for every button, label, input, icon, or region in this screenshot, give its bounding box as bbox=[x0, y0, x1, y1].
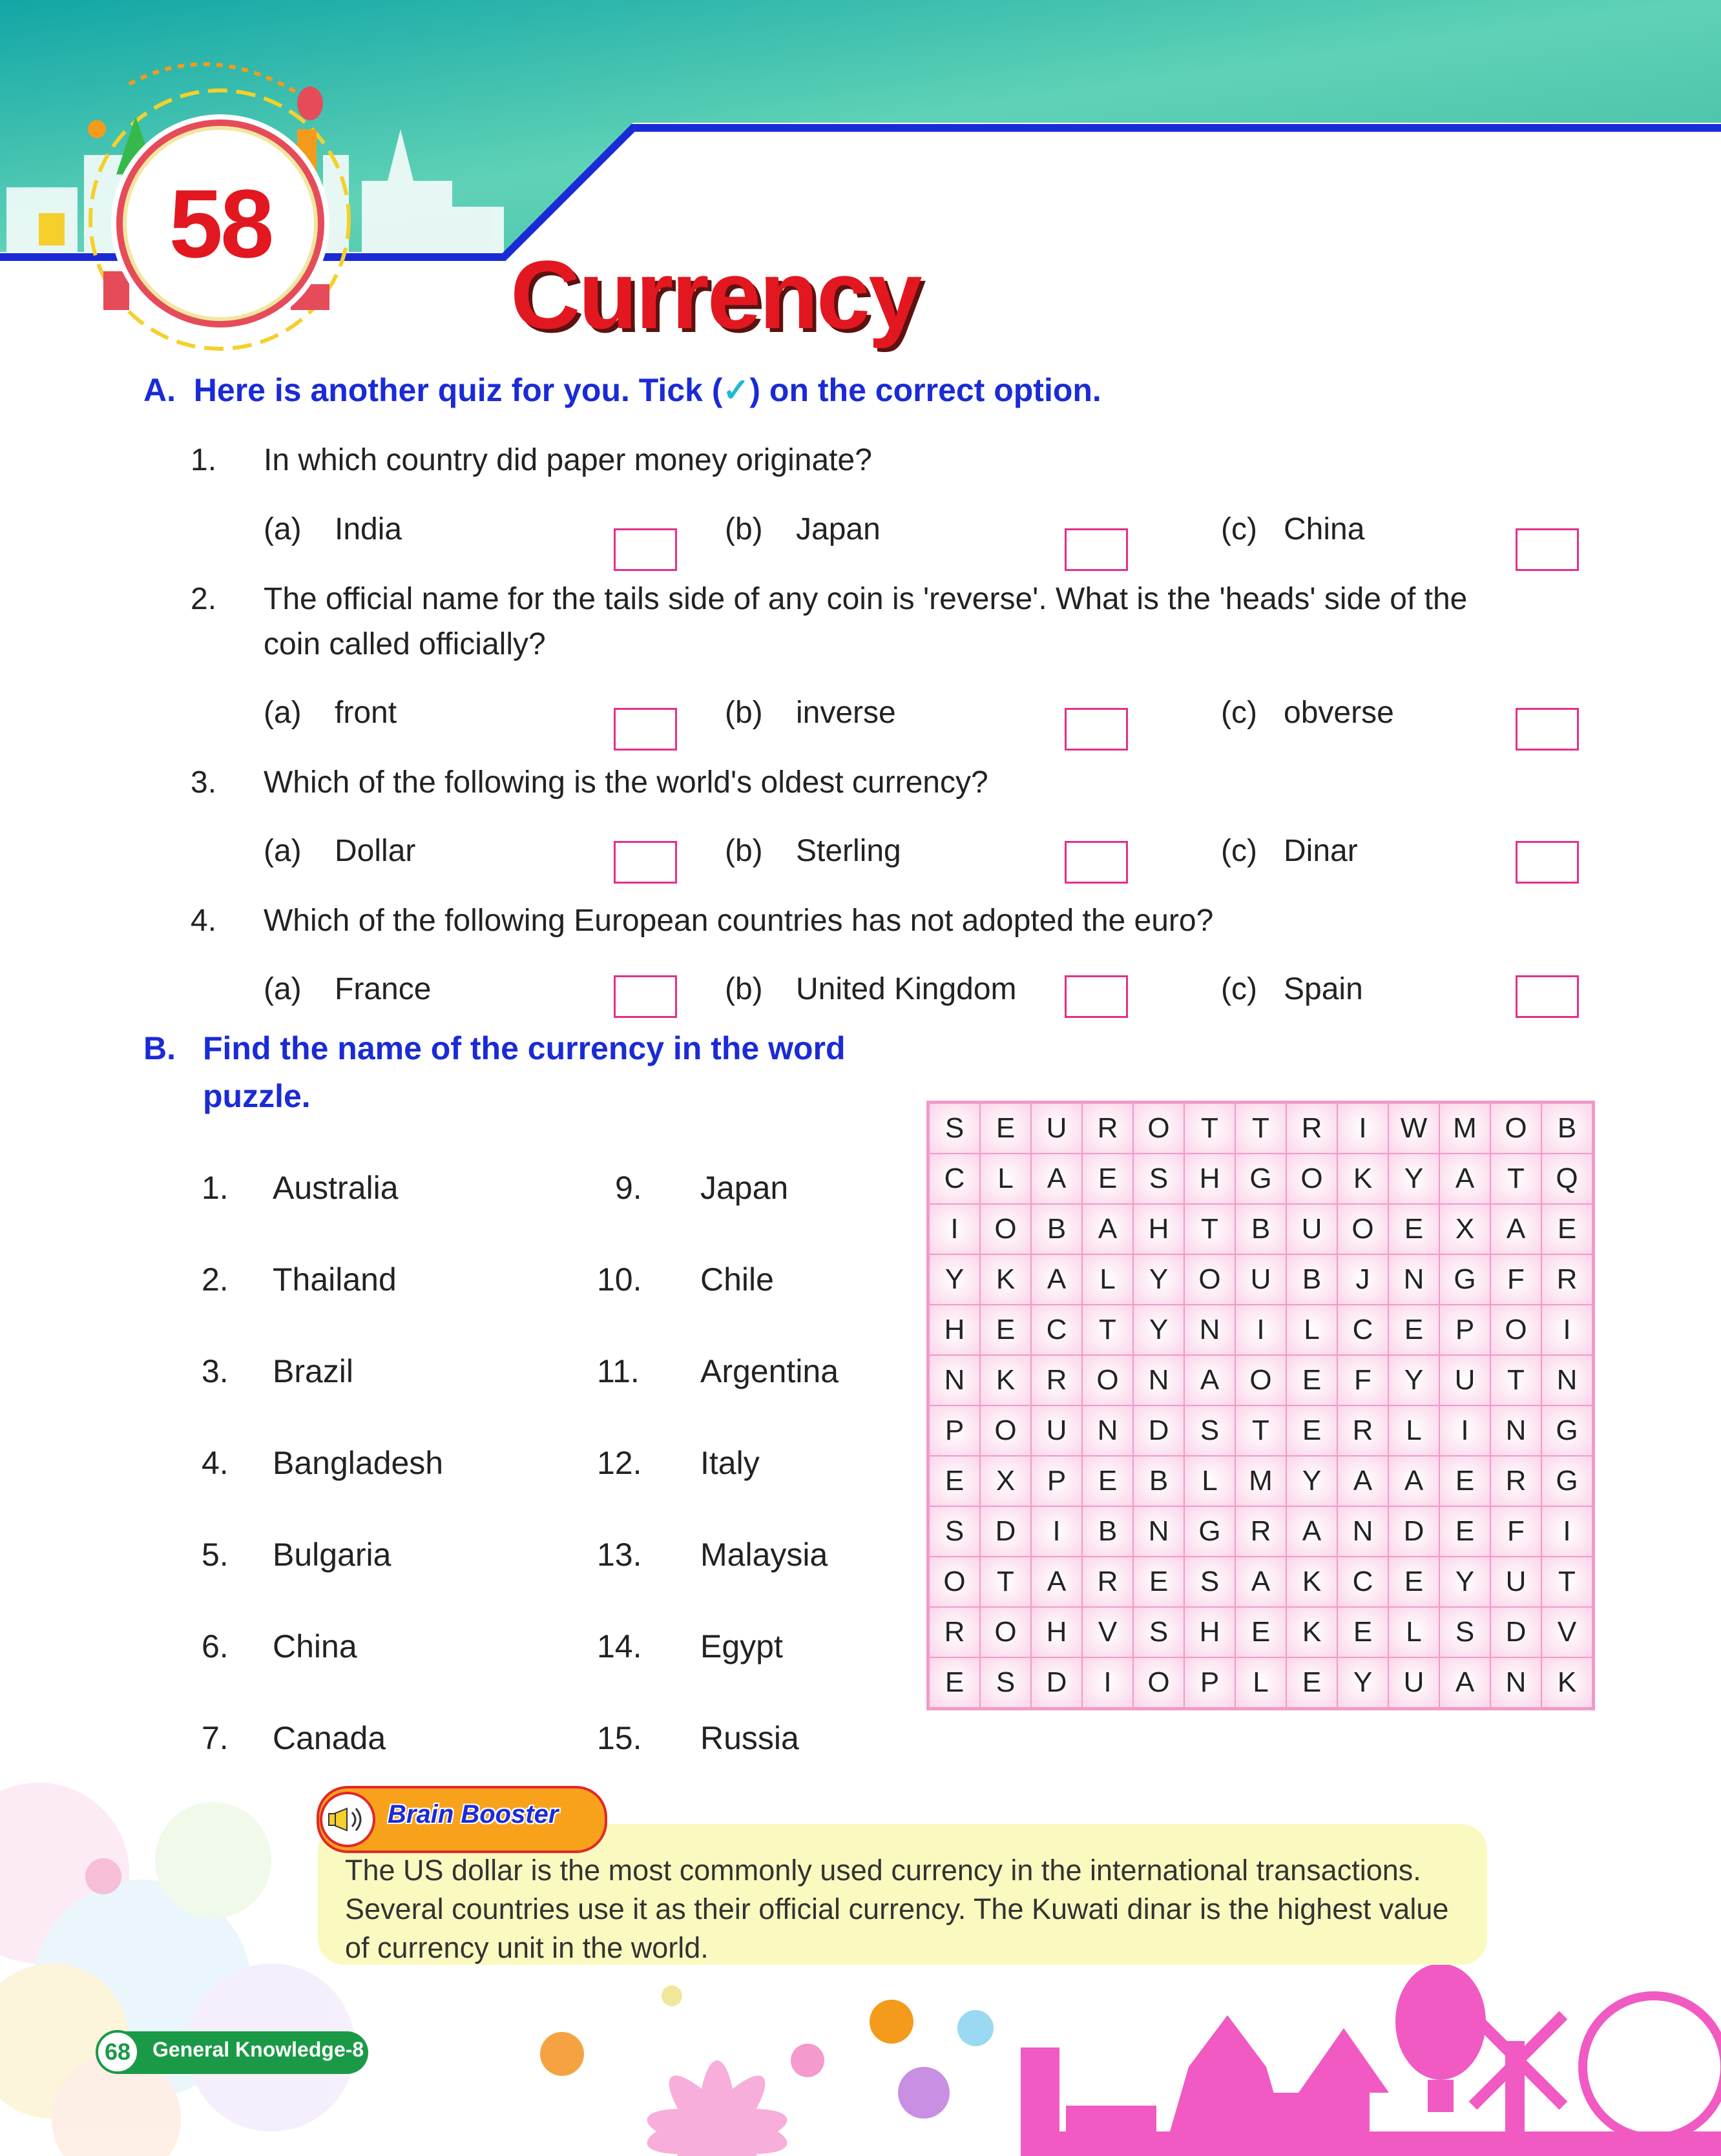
option-label: (c) bbox=[1221, 512, 1257, 546]
country-name: Bangladesh bbox=[273, 1445, 444, 1481]
option-text: obverse bbox=[1284, 696, 1394, 730]
section-a-letter: A. bbox=[143, 372, 176, 408]
grid-cell[interactable]: P bbox=[929, 1405, 980, 1456]
brain-booster-line: Several countries use it as their official currency. The Kuwati dinar is the highest value bbox=[345, 1892, 1449, 1925]
grid-cell[interactable]: N bbox=[1082, 1405, 1133, 1456]
grid-cell[interactable]: N bbox=[1133, 1506, 1184, 1557]
grid-cell[interactable]: N bbox=[1184, 1305, 1235, 1355]
grid-cell[interactable]: H bbox=[1184, 1607, 1235, 1657]
option-text: front bbox=[335, 696, 397, 730]
grid-cell[interactable]: A bbox=[1286, 1506, 1337, 1557]
grid-cell[interactable]: O bbox=[980, 1204, 1031, 1254]
grid-cell[interactable]: R bbox=[1286, 1103, 1337, 1154]
grid-cell[interactable]: O bbox=[929, 1557, 980, 1607]
grid-cell[interactable]: S bbox=[1184, 1557, 1235, 1607]
option-label: (a) bbox=[264, 834, 302, 868]
grid-cell[interactable]: E bbox=[1439, 1456, 1490, 1506]
grid-cell[interactable]: S bbox=[929, 1103, 980, 1154]
grid-cell[interactable]: O bbox=[1133, 1103, 1184, 1154]
grid-cell[interactable]: J bbox=[1337, 1254, 1388, 1305]
page-number: 68 bbox=[96, 2030, 140, 2074]
grid-cell[interactable]: E bbox=[1286, 1355, 1337, 1405]
country-name: Canada bbox=[273, 1720, 386, 1756]
question-text: Which of the following European countries has not adopted the euro? bbox=[264, 904, 1214, 938]
grid-body bbox=[929, 1103, 1592, 1708]
grid-cell[interactable]: B bbox=[1082, 1506, 1133, 1557]
grid-cell[interactable]: O bbox=[1490, 1103, 1541, 1154]
country-name: Japan bbox=[700, 1170, 789, 1206]
grid-cell[interactable]: Q bbox=[1541, 1154, 1592, 1204]
country-name: Chile bbox=[700, 1261, 774, 1298]
country-number: 5. bbox=[202, 1537, 229, 1573]
grid-cell[interactable]: P bbox=[1184, 1657, 1235, 1708]
grid-cell[interactable]: O bbox=[1133, 1657, 1184, 1708]
grid-cell[interactable]: D bbox=[1490, 1607, 1541, 1657]
grid-cell[interactable]: T bbox=[1184, 1103, 1235, 1154]
section-a-text-before: Here is another quiz for you. Tick ( bbox=[193, 372, 723, 408]
grid-row bbox=[929, 1355, 1592, 1405]
grid-cell[interactable]: E bbox=[1286, 1657, 1337, 1708]
grid-cell[interactable]: L bbox=[1286, 1305, 1337, 1355]
country-name: Thailand bbox=[273, 1261, 397, 1298]
grid-cell[interactable]: E bbox=[1235, 1607, 1286, 1657]
grid-cell[interactable]: E bbox=[929, 1657, 980, 1708]
grid-cell[interactable]: G bbox=[1235, 1154, 1286, 1204]
grid-cell[interactable]: G bbox=[1541, 1456, 1592, 1506]
country-number: 15. bbox=[597, 1720, 642, 1756]
tick-box[interactable] bbox=[1065, 708, 1128, 751]
grid-cell[interactable]: K bbox=[1337, 1154, 1388, 1204]
brain-booster-line: The US dollar is the most commonly used currency in the international transactions. bbox=[345, 1854, 1421, 1887]
country-number: 1. bbox=[202, 1170, 229, 1206]
grid-cell[interactable]: R bbox=[1490, 1456, 1541, 1506]
grid-cell[interactable]: L bbox=[1388, 1607, 1439, 1657]
grid-cell[interactable]: M bbox=[1439, 1103, 1490, 1154]
grid-cell[interactable]: T bbox=[1541, 1557, 1592, 1607]
country-name: Brazil bbox=[273, 1353, 354, 1389]
country-name: Malaysia bbox=[700, 1537, 828, 1573]
grid-cell[interactable]: G bbox=[1439, 1254, 1490, 1305]
grid-cell[interactable]: I bbox=[1439, 1405, 1490, 1456]
grid-cell[interactable]: D bbox=[1388, 1506, 1439, 1557]
page-title: Currency bbox=[510, 240, 921, 349]
grid-row bbox=[929, 1557, 1592, 1607]
grid-cell[interactable]: X bbox=[1439, 1204, 1490, 1254]
grid-cell[interactable]: R bbox=[1082, 1557, 1133, 1607]
grid-cell[interactable]: T bbox=[1082, 1305, 1133, 1355]
country-name: Italy bbox=[700, 1445, 760, 1481]
grid-row bbox=[929, 1154, 1592, 1204]
grid-cell[interactable]: Y bbox=[1286, 1456, 1337, 1506]
grid-cell[interactable]: N bbox=[1133, 1355, 1184, 1405]
grid-cell[interactable]: O bbox=[980, 1607, 1031, 1657]
grid-cell[interactable]: R bbox=[1031, 1355, 1082, 1405]
option-label: (a) bbox=[264, 972, 302, 1006]
option-text: Sterling bbox=[796, 834, 901, 868]
grid-cell[interactable]: E bbox=[1082, 1456, 1133, 1506]
grid-cell[interactable]: T bbox=[1184, 1204, 1235, 1254]
option-text: Japan bbox=[796, 512, 881, 546]
grid-cell[interactable]: T bbox=[1490, 1355, 1541, 1405]
grid-cell[interactable]: A bbox=[1031, 1557, 1082, 1607]
grid-cell[interactable]: A bbox=[1031, 1254, 1082, 1305]
tick-box[interactable] bbox=[614, 975, 677, 1018]
option-label: (c) bbox=[1221, 972, 1257, 1006]
grid-cell[interactable]: A bbox=[1490, 1204, 1541, 1254]
grid-cell[interactable]: Y bbox=[1337, 1657, 1388, 1708]
grid-cell[interactable]: D bbox=[1031, 1657, 1082, 1708]
grid-cell[interactable]: I bbox=[929, 1204, 980, 1254]
grid-cell[interactable]: Y bbox=[1133, 1254, 1184, 1305]
grid-cell[interactable]: S bbox=[1184, 1405, 1235, 1456]
grid-cell[interactable]: R bbox=[1235, 1506, 1286, 1557]
grid-cell[interactable]: A bbox=[1439, 1657, 1490, 1708]
grid-cell[interactable]: K bbox=[1286, 1607, 1337, 1657]
question-number: 3. bbox=[191, 765, 217, 800]
grid-cell[interactable]: E bbox=[1388, 1305, 1439, 1355]
country-name: Argentina bbox=[700, 1353, 839, 1389]
grid-row bbox=[929, 1103, 1592, 1154]
tick-box[interactable] bbox=[1516, 975, 1579, 1018]
option-text: China bbox=[1284, 512, 1365, 546]
country-number: 3. bbox=[202, 1353, 229, 1389]
chapter-badge bbox=[123, 126, 318, 321]
country-number: 14. bbox=[597, 1628, 642, 1664]
option-label: (c) bbox=[1221, 696, 1257, 730]
country-number: 10. bbox=[597, 1261, 642, 1298]
grid-cell[interactable]: U bbox=[1031, 1405, 1082, 1456]
grid-cell[interactable]: D bbox=[980, 1506, 1031, 1557]
grid-cell[interactable]: E bbox=[929, 1456, 980, 1506]
grid-cell[interactable]: E bbox=[1388, 1204, 1439, 1254]
grid-cell[interactable]: N bbox=[929, 1355, 980, 1405]
grid-cell[interactable]: T bbox=[1490, 1154, 1541, 1204]
country-number: 9. bbox=[615, 1170, 642, 1206]
option-label: (c) bbox=[1221, 834, 1257, 868]
grid-cell[interactable]: I bbox=[1235, 1305, 1286, 1355]
grid-cell[interactable]: L bbox=[980, 1154, 1031, 1204]
grid-cell[interactable]: S bbox=[1133, 1607, 1184, 1657]
country-name: Egypt bbox=[700, 1628, 783, 1664]
grid-cell[interactable]: L bbox=[1388, 1405, 1439, 1456]
grid-cell[interactable]: K bbox=[1541, 1657, 1592, 1708]
grid-cell[interactable]: B bbox=[1286, 1254, 1337, 1305]
grid-cell[interactable]: A bbox=[1439, 1154, 1490, 1204]
grid-cell[interactable]: O bbox=[1286, 1154, 1337, 1204]
grid-cell[interactable]: C bbox=[1031, 1305, 1082, 1355]
grid-cell[interactable]: O bbox=[1235, 1355, 1286, 1405]
grid-cell[interactable]: H bbox=[1031, 1607, 1082, 1657]
option-text: France bbox=[335, 972, 432, 1006]
country-number: 6. bbox=[202, 1628, 229, 1664]
tick-box[interactable] bbox=[614, 708, 677, 751]
grid-cell[interactable]: P bbox=[1439, 1305, 1490, 1355]
option-label: (b) bbox=[725, 696, 763, 730]
option-text: India bbox=[335, 512, 402, 546]
grid-cell[interactable]: A bbox=[1184, 1355, 1235, 1405]
grid-row bbox=[929, 1456, 1592, 1506]
grid-cell[interactable]: U bbox=[1235, 1254, 1286, 1305]
option-text: Spain bbox=[1284, 972, 1363, 1006]
tick-box[interactable] bbox=[1065, 841, 1128, 884]
grid-cell[interactable]: K bbox=[980, 1254, 1031, 1305]
grid-cell[interactable]: W bbox=[1388, 1103, 1439, 1154]
grid-cell[interactable]: S bbox=[929, 1506, 980, 1557]
grid-cell[interactable]: U bbox=[1490, 1557, 1541, 1607]
tick-box[interactable] bbox=[1065, 975, 1128, 1018]
section-b-instruction-line1: Find the name of the currency in the word bbox=[203, 1030, 846, 1066]
option-label: (a) bbox=[264, 512, 302, 546]
brain-booster-line: of currency unit in the world. bbox=[345, 1931, 709, 1964]
grid-cell[interactable]: C bbox=[1337, 1557, 1388, 1607]
question-text: In which country did paper money originate? bbox=[264, 443, 872, 477]
grid-cell[interactable]: F bbox=[1490, 1506, 1541, 1557]
word-puzzle-grid bbox=[926, 1101, 1595, 1710]
country-number: 2. bbox=[202, 1261, 229, 1298]
grid-cell[interactable]: O bbox=[1082, 1355, 1133, 1405]
grid-cell[interactable]: L bbox=[1082, 1254, 1133, 1305]
grid-cell[interactable]: U bbox=[1031, 1103, 1082, 1154]
grid-cell[interactable]: H bbox=[929, 1305, 980, 1355]
grid-cell[interactable]: F bbox=[1490, 1254, 1541, 1305]
tick-box[interactable] bbox=[1065, 528, 1128, 571]
question-text-line1: The official name for the tails side of any coin is 'reverse'. What is the 'heads' side of the bbox=[264, 582, 1468, 616]
section-b-letter: B. bbox=[143, 1030, 176, 1066]
country-number: 12. bbox=[597, 1445, 642, 1481]
grid-cell[interactable]: O bbox=[1490, 1305, 1541, 1355]
country-name: Bulgaria bbox=[273, 1537, 391, 1573]
grid-cell[interactable]: T bbox=[980, 1557, 1031, 1607]
grid-cell[interactable]: E bbox=[1082, 1154, 1133, 1204]
grid-cell[interactable]: V bbox=[1082, 1607, 1133, 1657]
megaphone-icon bbox=[320, 1792, 375, 1847]
country-number: 13. bbox=[597, 1537, 642, 1573]
grid-cell[interactable]: R bbox=[929, 1607, 980, 1657]
grid-cell[interactable]: O bbox=[1184, 1254, 1235, 1305]
grid-cell[interactable]: C bbox=[1337, 1305, 1388, 1355]
grid-row bbox=[929, 1254, 1592, 1305]
grid-cell[interactable]: I bbox=[1031, 1506, 1082, 1557]
grid-cell[interactable]: E bbox=[1541, 1204, 1592, 1254]
grid-cell[interactable]: U bbox=[1439, 1355, 1490, 1405]
grid-cell[interactable]: N bbox=[1541, 1355, 1592, 1405]
tick-box[interactable] bbox=[1516, 841, 1579, 884]
grid-cell[interactable]: N bbox=[1337, 1506, 1388, 1557]
option-label: (b) bbox=[725, 834, 763, 868]
grid-cell[interactable]: U bbox=[1286, 1204, 1337, 1254]
grid-row bbox=[929, 1204, 1592, 1254]
tick-icon: ✓ bbox=[722, 372, 750, 408]
question-number: 4. bbox=[191, 904, 217, 938]
grid-cell[interactable]: P bbox=[1031, 1456, 1082, 1506]
section-a-text-after: ) on the correct option. bbox=[749, 372, 1101, 408]
tick-box[interactable] bbox=[614, 841, 677, 884]
grid-cell[interactable]: N bbox=[1388, 1254, 1439, 1305]
grid-cell[interactable]: I bbox=[1082, 1657, 1133, 1708]
country-number: 4. bbox=[202, 1445, 229, 1481]
tick-box[interactable] bbox=[614, 528, 677, 571]
country-name: China bbox=[273, 1628, 357, 1664]
grid-cell[interactable]: H bbox=[1133, 1204, 1184, 1254]
grid-cell[interactable]: G bbox=[1541, 1405, 1592, 1456]
grid-cell[interactable]: C bbox=[929, 1154, 980, 1204]
grid-cell[interactable]: E bbox=[1337, 1607, 1388, 1657]
grid-cell[interactable]: H bbox=[1184, 1154, 1235, 1204]
option-label: (b) bbox=[725, 972, 763, 1006]
grid-cell[interactable]: I bbox=[1337, 1103, 1388, 1154]
grid-cell[interactable]: U bbox=[1388, 1657, 1439, 1708]
grid-cell[interactable]: Y bbox=[1388, 1355, 1439, 1405]
grid-row bbox=[929, 1607, 1592, 1657]
option-text: Dinar bbox=[1284, 834, 1358, 868]
grid-cell[interactable]: S bbox=[1439, 1607, 1490, 1657]
country-number: 11. bbox=[597, 1353, 640, 1389]
grid-cell[interactable]: L bbox=[1184, 1456, 1235, 1506]
grid-cell[interactable]: R bbox=[1082, 1103, 1133, 1154]
grid-cell[interactable]: I bbox=[1541, 1305, 1592, 1355]
option-text: United Kingdom bbox=[796, 972, 1017, 1006]
grid-row bbox=[929, 1305, 1592, 1355]
country-name: Australia bbox=[273, 1170, 399, 1206]
grid-cell[interactable]: B bbox=[1133, 1456, 1184, 1506]
option-label: (a) bbox=[264, 696, 302, 730]
question-number: 2. bbox=[191, 582, 217, 616]
grid-cell[interactable]: T bbox=[1235, 1405, 1286, 1456]
grid-cell[interactable]: K bbox=[980, 1355, 1031, 1405]
question-text: Which of the following is the world's oldest currency? bbox=[264, 765, 988, 800]
option-text: inverse bbox=[796, 696, 896, 730]
grid-row bbox=[929, 1657, 1592, 1708]
grid-cell[interactable]: E bbox=[1286, 1405, 1337, 1456]
grid-cell[interactable]: I bbox=[1541, 1506, 1592, 1557]
book-title: General Knowledge-8 bbox=[152, 2038, 364, 2061]
section-b-instruction-line2: puzzle. bbox=[203, 1078, 311, 1114]
grid-cell[interactable]: E bbox=[980, 1305, 1031, 1355]
grid-cell[interactable]: N bbox=[1490, 1405, 1541, 1456]
grid-cell[interactable]: K bbox=[1286, 1557, 1337, 1607]
tick-box[interactable] bbox=[1516, 528, 1579, 571]
grid-cell[interactable]: B bbox=[1541, 1103, 1592, 1154]
grid-row bbox=[929, 1405, 1592, 1456]
brain-booster-text bbox=[345, 1851, 1482, 1967]
chapter-number: 58 bbox=[169, 169, 272, 278]
grid-cell[interactable]: A bbox=[1082, 1204, 1133, 1254]
grid-cell[interactable]: R bbox=[1541, 1254, 1592, 1305]
grid-cell[interactable]: E bbox=[1133, 1557, 1184, 1607]
section-a-instruction bbox=[143, 371, 1101, 409]
grid-cell[interactable]: V bbox=[1541, 1607, 1592, 1657]
grid-cell[interactable]: A bbox=[1388, 1456, 1439, 1506]
grid-cell[interactable]: B bbox=[1235, 1204, 1286, 1254]
grid-cell[interactable]: E bbox=[1388, 1557, 1439, 1607]
grid-cell[interactable]: E bbox=[1439, 1506, 1490, 1557]
grid-cell[interactable]: Y bbox=[929, 1254, 980, 1305]
grid-cell[interactable]: B bbox=[1031, 1204, 1082, 1254]
grid-cell[interactable]: D bbox=[1133, 1405, 1184, 1456]
grid-cell[interactable]: A bbox=[1235, 1557, 1286, 1607]
country-name: Russia bbox=[700, 1720, 799, 1756]
grid-cell[interactable]: A bbox=[1031, 1154, 1082, 1204]
grid-cell[interactable]: T bbox=[1235, 1103, 1286, 1154]
tick-box[interactable] bbox=[1516, 708, 1579, 751]
grid-cell[interactable]: L bbox=[1235, 1657, 1286, 1708]
grid-cell[interactable]: E bbox=[980, 1103, 1031, 1154]
grid-cell[interactable]: R bbox=[1337, 1405, 1388, 1456]
option-text: Dollar bbox=[335, 834, 416, 868]
country-number: 7. bbox=[202, 1720, 229, 1756]
grid-cell[interactable]: N bbox=[1490, 1657, 1541, 1708]
grid-cell[interactable]: A bbox=[1337, 1456, 1388, 1506]
question-text-line2: coin called officially? bbox=[264, 627, 546, 661]
brain-booster-label: Brain Booster bbox=[388, 1800, 559, 1829]
option-label: (b) bbox=[725, 512, 763, 546]
grid-cell[interactable]: G bbox=[1184, 1506, 1235, 1557]
grid-cell[interactable]: S bbox=[1133, 1154, 1184, 1204]
grid-cell[interactable]: F bbox=[1337, 1355, 1388, 1405]
grid-cell[interactable]: X bbox=[980, 1456, 1031, 1506]
grid-cell[interactable]: Y bbox=[1388, 1154, 1439, 1204]
grid-cell[interactable]: M bbox=[1235, 1456, 1286, 1506]
grid-cell[interactable]: Y bbox=[1439, 1557, 1490, 1607]
grid-cell[interactable]: O bbox=[1337, 1204, 1388, 1254]
grid-cell[interactable]: Y bbox=[1133, 1305, 1184, 1355]
grid-row bbox=[929, 1506, 1592, 1557]
question-number: 1. bbox=[191, 443, 217, 477]
grid-cell[interactable]: S bbox=[980, 1657, 1031, 1708]
grid-cell[interactable]: O bbox=[980, 1405, 1031, 1456]
